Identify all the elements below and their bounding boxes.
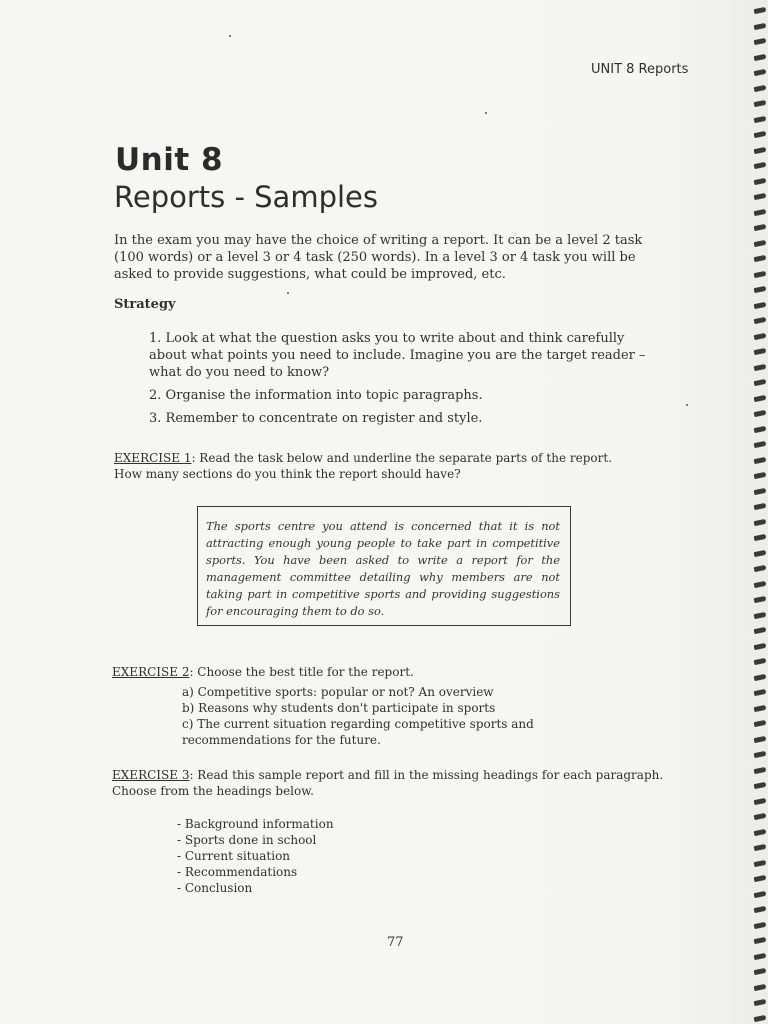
heading-option: - Background information xyxy=(177,817,334,831)
binding-ring xyxy=(754,270,767,277)
binding-ring xyxy=(754,658,767,665)
intro-paragraph: In the exam you may have the choice of writing a report. It can be a level 2 task (100 words) or a level 3 or 4 task (250 words). In a level 3 or 4 task you will be asked to provide suggestions, what could be improved, etc. xyxy=(114,233,643,282)
exercise-2-options xyxy=(182,684,642,748)
binding-ring xyxy=(754,921,767,928)
heading-option: - Sports done in school xyxy=(177,833,317,847)
unit-title: Unit 8 xyxy=(115,142,224,178)
binding-ring xyxy=(754,115,767,122)
binding-ring xyxy=(754,565,767,572)
binding-ring xyxy=(754,379,767,386)
exercise-1 xyxy=(114,450,654,482)
binding-ring xyxy=(754,859,767,866)
binding-ring xyxy=(754,363,767,370)
binding-ring xyxy=(754,162,767,169)
strategy-heading: Strategy xyxy=(114,297,176,312)
binding-ring xyxy=(754,487,767,494)
binding-ring xyxy=(754,239,767,246)
binding-ring xyxy=(754,425,767,432)
binding-ring xyxy=(754,394,767,401)
binding-ring xyxy=(754,890,767,897)
running-head: UNIT 8 Reports xyxy=(591,62,689,77)
binding-ring xyxy=(754,177,767,184)
binding-ring xyxy=(754,100,767,107)
binding-ring xyxy=(754,1014,767,1021)
binding-ring xyxy=(754,828,767,835)
binding-ring xyxy=(754,441,767,448)
scan-speck xyxy=(485,112,487,114)
heading-option: - Recommendations xyxy=(177,865,298,879)
strategy-item: 3. Remember to concentrate on register and style. xyxy=(149,411,483,426)
binding-ring xyxy=(754,301,767,308)
exercise-1-label: EXERCISE 1 xyxy=(114,451,192,465)
binding-ring xyxy=(754,84,767,91)
binding-ring xyxy=(754,952,767,959)
binding-ring xyxy=(754,720,767,727)
strategy-item: 2. Organise the information into topic paragraphs. xyxy=(149,388,483,403)
binding-ring xyxy=(754,968,767,975)
binding-ring xyxy=(754,689,767,696)
scan-speck xyxy=(229,35,231,37)
binding-ring xyxy=(754,224,767,231)
binding-ring xyxy=(754,38,767,45)
exercise-2-text: : Choose the best title for the report. xyxy=(189,665,414,679)
binding-ring xyxy=(754,410,767,417)
binding-ring xyxy=(754,673,767,680)
exercise-2-label: EXERCISE 2 xyxy=(112,665,190,679)
spiral-binding xyxy=(750,0,768,1024)
binding-ring xyxy=(754,906,767,913)
binding-ring xyxy=(754,22,767,29)
binding-ring xyxy=(754,627,767,634)
binding-ring xyxy=(754,937,767,944)
unit-subtitle: Reports - Samples xyxy=(114,180,378,214)
option-a: a) Competitive sports: popular or not? An overview xyxy=(182,685,494,699)
binding-ring xyxy=(754,7,767,14)
heading-options xyxy=(177,816,334,896)
binding-ring xyxy=(754,983,767,990)
heading-option: - Conclusion xyxy=(177,881,253,895)
binding-ring xyxy=(754,580,767,587)
binding-ring xyxy=(754,611,767,618)
option-b: b) Reasons why students don't participate in sports xyxy=(182,701,496,715)
binding-ring xyxy=(754,797,767,804)
binding-ring xyxy=(754,69,767,76)
binding-ring xyxy=(754,286,767,293)
binding-ring xyxy=(754,503,767,510)
binding-ring xyxy=(754,999,767,1006)
scan-speck xyxy=(686,404,688,406)
binding-ring xyxy=(754,456,767,463)
strategy-item: 1. Look at what the question asks you to write about and think carefully about what points you need to include. Imagine you are the target reader – what do you need to know? xyxy=(149,331,646,380)
binding-ring xyxy=(754,317,767,324)
binding-ring xyxy=(754,193,767,200)
binding-ring xyxy=(754,735,767,742)
strategy-list xyxy=(149,330,659,433)
exercise-1-text: : Read the task below and underline the separate parts of the report. xyxy=(191,451,613,465)
binding-ring xyxy=(754,146,767,153)
exercise-2 xyxy=(112,664,652,680)
binding-ring xyxy=(754,208,767,215)
exercise-3-label: EXERCISE 3 xyxy=(112,768,190,782)
binding-ring xyxy=(754,813,767,820)
binding-ring xyxy=(754,53,767,60)
task-box: The sports centre you attend is concerned that it is not attracting enough young people to take part in competitive sports. You have been asked to write a report for the management committee detailing why members are not taking part in competitive sports and providing suggestions for encouraging them to do so. xyxy=(197,506,571,626)
binding-ring xyxy=(754,766,767,773)
binding-ring xyxy=(754,348,767,355)
binding-ring xyxy=(754,596,767,603)
binding-ring xyxy=(754,549,767,556)
option-c: c) The current situation regarding competitive sports and recommendations for the future. xyxy=(182,717,534,747)
binding-ring xyxy=(754,844,767,851)
exercise-1-text-2: How many sections do you think the report should have? xyxy=(114,467,461,481)
exercise-3-text: : Read this sample report and fill in the missing headings for each paragraph. xyxy=(189,768,664,782)
binding-ring xyxy=(754,472,767,479)
binding-ring xyxy=(754,534,767,541)
exercise-3-text-2: Choose from the headings below. xyxy=(112,784,314,798)
binding-ring xyxy=(754,751,767,758)
page-number: 77 xyxy=(387,935,404,950)
binding-ring xyxy=(754,332,767,339)
binding-ring xyxy=(754,642,767,649)
binding-ring xyxy=(754,704,767,711)
binding-ring xyxy=(754,131,767,138)
binding-ring xyxy=(754,875,767,882)
binding-ring xyxy=(754,782,767,789)
binding-ring xyxy=(754,518,767,525)
exercise-3 xyxy=(112,767,672,799)
binding-ring xyxy=(754,255,767,262)
heading-option: - Current situation xyxy=(177,849,291,863)
scan-speck xyxy=(287,292,289,294)
